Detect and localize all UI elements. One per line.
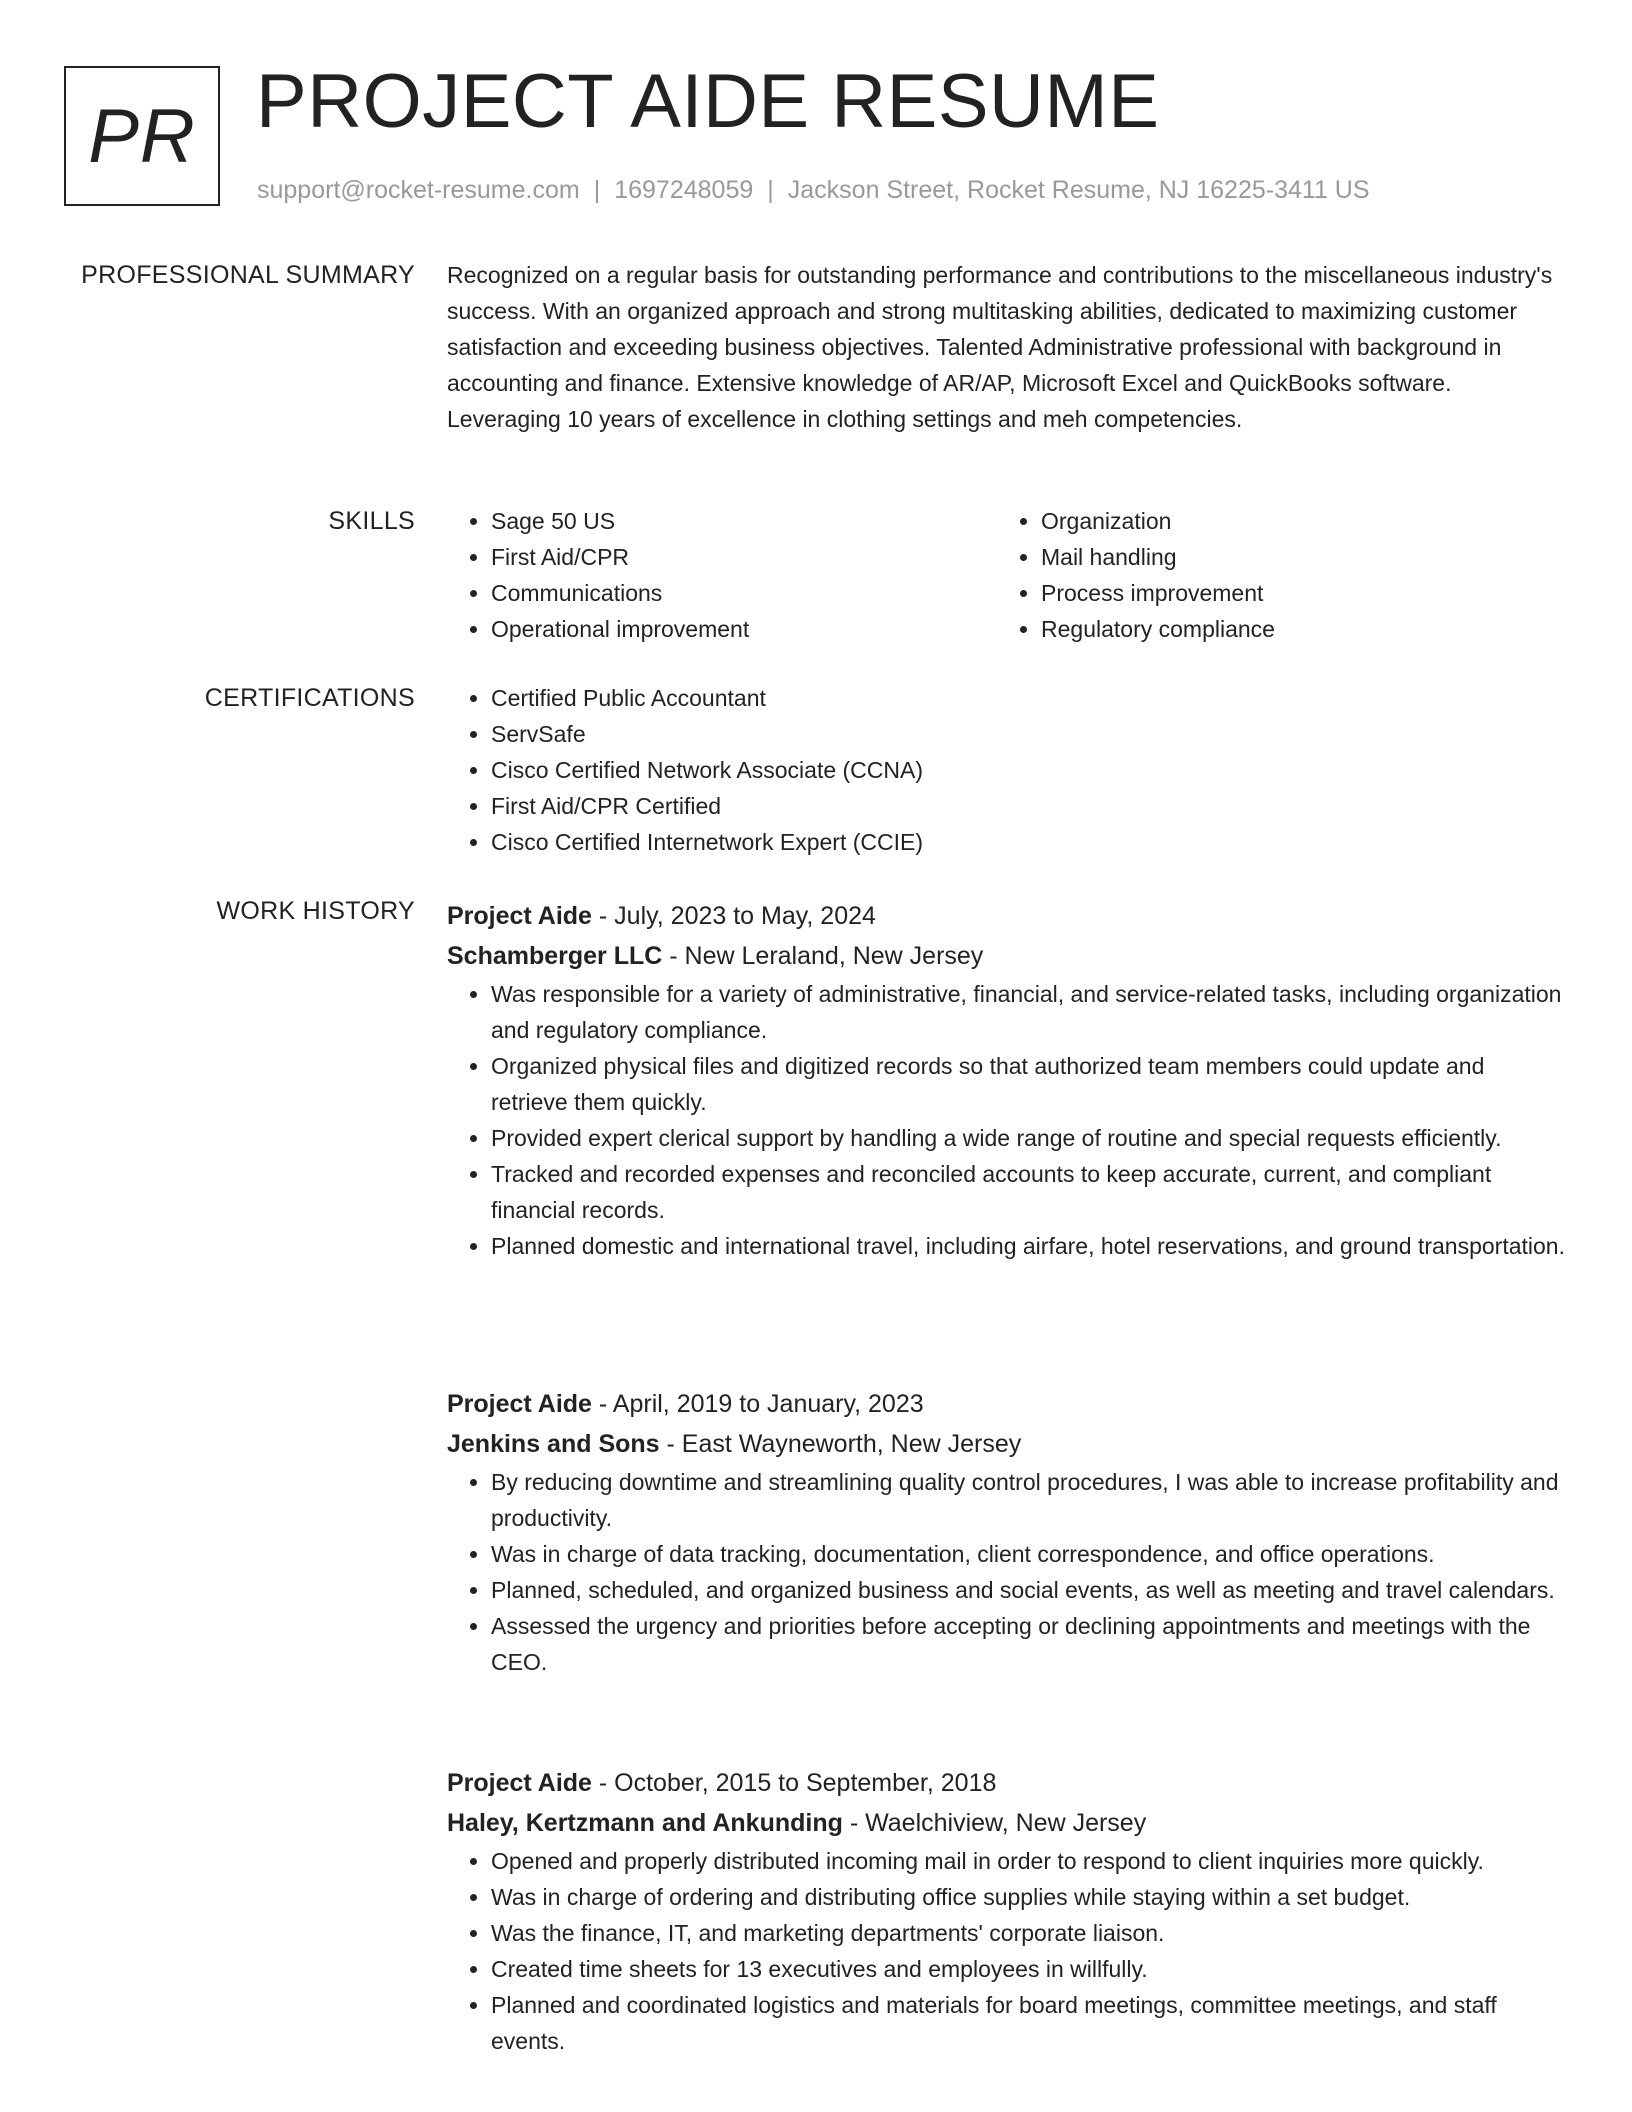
contact-separator: | bbox=[593, 176, 601, 204]
contact-separator: | bbox=[767, 176, 774, 204]
job-bullet: • Was in charge of data tracking, documentation, client correspondence, and office operations. bbox=[491, 1536, 1567, 1572]
job-title-line bbox=[447, 896, 1567, 936]
contact-address: Jackson Street, Rocket Resume, NJ 16225-3411 US bbox=[787, 176, 1370, 204]
skill-item: • Regulatory compliance bbox=[1041, 611, 1547, 647]
skill-item: • Organization bbox=[1041, 503, 1547, 539]
job-company: Haley, Kertzmann and Ankunding bbox=[447, 1809, 843, 1837]
monogram-logo bbox=[64, 66, 220, 206]
certification-item: • ServSafe bbox=[491, 716, 1567, 752]
summary-body bbox=[447, 257, 1567, 437]
job-company-line bbox=[447, 1803, 1567, 1843]
job-dates: - April, 2019 to January, 2023 bbox=[591, 1390, 924, 1418]
skill-item: • First Aid/CPR bbox=[491, 539, 997, 575]
job-bullet: • Was responsible for a variety of administrative, financial, and service-related tasks, including organization and regulatory compliance. bbox=[491, 976, 1567, 1048]
contact-line bbox=[257, 174, 1370, 206]
skills-body bbox=[447, 503, 1567, 647]
job-bullet: • By reducing downtime and streamlining quality control procedures, I was able to increase profitability and productivity. bbox=[491, 1464, 1567, 1536]
certification-item: • First Aid/CPR Certified bbox=[491, 788, 1567, 824]
job-bullet: • Assessed the urgency and priorities before accepting or declining appointments and meetings with the CEO. bbox=[491, 1608, 1567, 1680]
job-title-line bbox=[447, 1384, 1567, 1424]
job-company-line bbox=[447, 936, 1567, 976]
job-title: Project Aide bbox=[447, 1769, 592, 1797]
job-title-line bbox=[447, 1763, 1567, 1803]
certification-item: • Cisco Certified Internetwork Expert (CCIE) bbox=[491, 824, 1567, 860]
job-bullet: • Provided expert clerical support by handling a wide range of routine and special requests efficiently. bbox=[491, 1120, 1567, 1156]
summary-text: Recognized on a regular basis for outstanding performance and contributions to the miscellaneous industry's success. With an organized approach and strong multitasking abilities, dedicated to maximizing customer satisfaction and exceeding business objectives. Talented Administrative professional with background in accounting and finance. Extensive knowledge of AR/AP, Microsoft Excel and QuickBooks software. Leveraging 10 years of excellence in clothing settings and meh competencies. bbox=[447, 262, 1553, 432]
job-bullet: • Planned, scheduled, and organized business and social events, as well as meeting and travel calendars. bbox=[491, 1572, 1567, 1608]
job-title: Project Aide bbox=[447, 902, 592, 930]
job-bullet: • Was the finance, IT, and marketing departments' corporate liaison. bbox=[491, 1915, 1567, 1951]
section-label-certifications: CERTIFICATIONS bbox=[204, 684, 415, 712]
job-location: - Waelchiview, New Jersey bbox=[842, 1809, 1147, 1837]
job-company: Schamberger LLC bbox=[447, 942, 663, 970]
certifications-body bbox=[447, 680, 1567, 860]
skill-item: • Operational improvement bbox=[491, 611, 997, 647]
job-location: - New Leraland, New Jersey bbox=[662, 942, 984, 970]
skills-column-left bbox=[447, 503, 997, 647]
section-label-skills: SKILLS bbox=[328, 507, 415, 535]
skill-item: • Process improvement bbox=[1041, 575, 1547, 611]
section-label-work-history: WORK HISTORY bbox=[216, 897, 415, 925]
skills-column-right bbox=[997, 503, 1547, 647]
job-dates: - July, 2023 to May, 2024 bbox=[591, 902, 876, 930]
job-bullet: • Created time sheets for 13 executives and employees in willfully. bbox=[491, 1951, 1567, 1987]
job-bullet: • Organized physical files and digitized records so that authorized team members could update and retrieve them quickly. bbox=[491, 1048, 1567, 1120]
job-dates: - October, 2015 to September, 2018 bbox=[591, 1769, 997, 1797]
skill-item: • Sage 50 US bbox=[491, 503, 997, 539]
resume-title: PROJECT AIDE RESUME bbox=[256, 59, 1160, 144]
job-bullet: • Was in charge of ordering and distributing office supplies while staying within a set budget. bbox=[491, 1879, 1567, 1915]
skill-item: • Communications bbox=[491, 575, 997, 611]
certification-item: • Certified Public Accountant bbox=[491, 680, 1567, 716]
job-bullet: • Planned domestic and international travel, including airfare, hotel reservations, and ground transportation. bbox=[491, 1228, 1567, 1264]
certification-item: • Cisco Certified Network Associate (CCNA) bbox=[491, 752, 1567, 788]
job-bullet: • Tracked and recorded expenses and reconciled accounts to keep accurate, current, and compliant financial records. bbox=[491, 1156, 1567, 1228]
job-company: Jenkins and Sons bbox=[447, 1430, 660, 1458]
monogram-text: PR bbox=[88, 93, 196, 179]
job-company-line bbox=[447, 1424, 1567, 1464]
contact-email: support@rocket-resume.com bbox=[257, 176, 580, 204]
skill-item: • Mail handling bbox=[1041, 539, 1547, 575]
job-bullet: • Planned and coordinated logistics and materials for board meetings, committee meetings, and staff events. bbox=[491, 1987, 1567, 2059]
section-label-summary: PROFESSIONAL SUMMARY bbox=[81, 261, 415, 289]
job-title: Project Aide bbox=[447, 1390, 592, 1418]
contact-phone: 1697248059 bbox=[614, 176, 754, 204]
job-location: - East Wayneworth, New Jersey bbox=[659, 1430, 1022, 1458]
job-bullet: • Opened and properly distributed incoming mail in order to respond to client inquiries more quickly. bbox=[491, 1843, 1567, 1879]
